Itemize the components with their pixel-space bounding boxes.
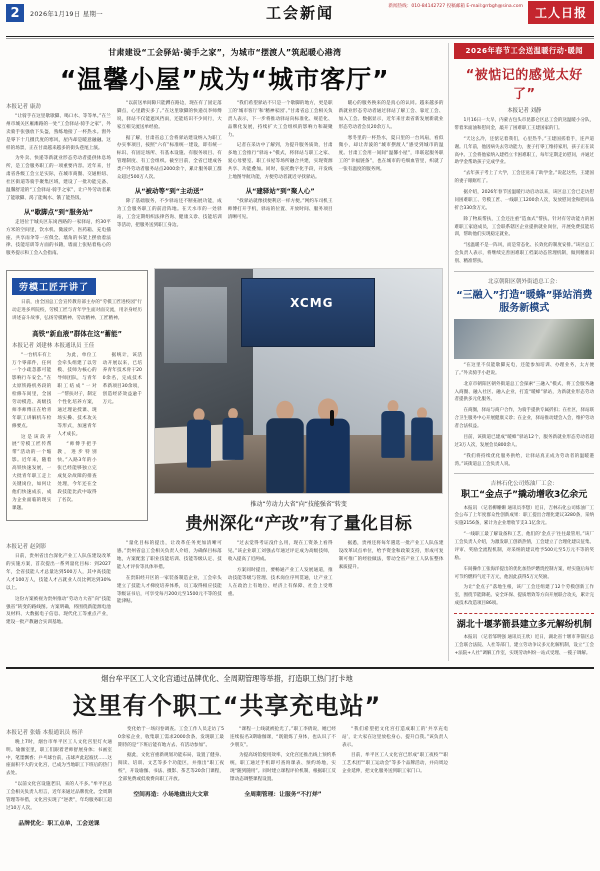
lead-headline: “温馨小屋”成为“城市客厅” [59,65,390,94]
paragraph: 目前，该街道已建成“暖蜂”驿站12个，服务新就业形态劳动者超过3万人次，发展会员800余人。 [454,434,594,448]
paragraph: 在贵阳经开区的一家装备制造企业，工会牵头建立了技能人才梯度培养体系，员工取得相应技能等级证书后，可享受每月200元至1500元不等的技能津贴。 [116,575,222,605]
lead-shoulder: 甘肃建设“工会驿站·骑手之家”，为城市“摆渡人”筑起暖心港湾 [108,48,342,57]
paragraph: “找驿站就像找便利店一样方便。”网约车司机王师傅打开手机，驿站的位置、开放时间、服务项目清晰可见。 [227,198,333,220]
paragraph: 方案同时提出，要畅通产业工人发展通道，推动技能等级与管理、技术岗位序列贯通，让产业工人在政治上有地位、经济上有保障、社会上受尊重。 [227,567,333,597]
photo-caption-headline: 贵州深化“产改”有了量化目标 [185,514,412,535]
boxed-feature [6,265,148,538]
page-body [6,43,594,661]
bottom-feature [6,674,448,830]
paragraph: “一线职工最了解设备和工艺，他们的‘金点子’往往最管用。”该厂工会负责人介绍，为激发职工创新热情，工会建立了合理化建议征集、评审、奖励全流程机制，对采纳的建议给予500元至5万元不等的奖励。 [454,532,594,561]
paragraph: “一台机车有上万个零部件，任何一个小疏忽都可能影响行车安全。”在太原铁路机务段的检修车间里，全国劳动模范、高级技师李师傅正在给青年职工讲解机车检修要点。 [12,352,52,429]
paragraph: 1月16日一大早，内蒙古包头市昆都仑区总工会的送温暖小分队，带着米面油和慰问金，敲开了困难职工王建国家的门。 [454,118,594,131]
paragraph: 据了解，甘肃省总工会将驿站建设纳入为职工办实事项目，按照“六有”标准统一建设，即有统一标识、有固定场所、有基本设施、有服务项目、有管理制度、有工会组织。截至目前，全省已建成各类户外劳动者服务站点2000余个，累计服务职工群众超过500万人次。 [116,135,222,181]
paragraph: 据此，文化宫重新规划功能布局，设置了健身、阅读、培训、文艺等多个功能区，并推出“职工夜校”，开设瑜伽、书法、摄影、茶艺等20余门课程，全部免费或低收费向职工开放。 [118,753,224,783]
photo-person [381,401,404,459]
photo-person [187,409,211,468]
lead-subhead: 从“建驿站”到“聚人心” [245,186,315,195]
paragraph: 为外卖、快递等新就业形态劳动者提供休息场所，是工会服务职工的一项重要内容。近年来，甘肃省各级工会立足实际，在城市商圈、交通枢纽、社区街道等骑手聚集区域，建设了一批功能完备、温馨舒适的“工会驿站·骑手之家”，让户外劳动者累了能歇脚、渴了能喝水、饿了能热饭。 [6,156,111,201]
paragraph: “天这么冷，还惦记着我们，心里热乎。”王建国搓着手，连声道谢。几年前，他因病失去劳动能力，妻子打零工维持家用，孩子正在读高中。工会将他家纳入建档立卡困难职工，每年定期走访慰问，并通过助学金帮助孩子完成学业。 [454,136,594,166]
text-column [117,100,222,261]
bottom-subhead: 全周期管理：让服务“不打烊” [244,792,322,799]
mid-feature-columns [6,540,443,630]
text-column [342,726,448,830]
page-number: 2 [6,4,24,22]
text-column [6,540,111,630]
paragraph: “让骑手在这里歇歇脚、喝口水、等等单。”在兰州市城关区雁滩路的一处“工会驿站·骑手之家”，外卖骑手张强放下头盔，熟练地接了一杯热水。窗外是零下十几摄氏度的寒风，屋内却是暖意融融。这样的场景，正在甘肃越来越多的街头巷尾上演。 [6,114,111,151]
bottom-text-columns [6,726,448,830]
bottom-shoulder: 烟台牟平区工人文化宫通过品牌优化、全周期管理等举措，打造职工热门打卡地 [101,673,353,683]
masthead-right [388,1,594,24]
feature-photo-row [6,265,443,538]
bottom-divider [6,667,594,669]
main-column [6,43,443,661]
text-column [57,352,96,516]
paragraph: 据统计，该活动开展以来，已培养青年技术骨干200余名，完成技术革新项目30余项，创造经济效益逾千万元。 [102,352,142,405]
bottom-byline: 本报记者 张嫱 本报通讯员 杨洋 [6,729,83,736]
paragraph: 为提高场馆使用效率，文化宫还推出线上预约系统，职工通过手机即可查询课表、预约场地，实现“随到随用”。同时建立课程评价机制，根据职工反馈动态调整课程设置。 [230,753,336,783]
mid-feature-byline: 本报记者 赵剑影 [6,544,47,551]
masthead [6,0,594,34]
paragraph: 暖心的服务换来的是真心的认同。越来越多的新就业形态劳动者通过驿站了解工会、靠近工会、加入工会。数据显示，近年来甘肃省新发展新就业形态劳动者会员20余万人。 [338,101,444,130]
photo-block [154,265,443,538]
paragraph: 记者在采访中了解到，为提升服务质效，甘肃多地工会推行“驿站+”模式，将驿站与职工之家、爱心母婴室、职工书屋等场所融合共建，实现资源共享、功能叠加。同时，依托数字化手段，开发线上地图导航功能，方便劳动者就近寻找驿站。 [227,143,333,181]
rail-banner: 2026年春节工会送温暖行动·暖闻 [454,43,594,59]
paragraph: 这份方案被视为贵州推动“劳动力大省”向“技能强省”转变的路线图。方案明确，将围绕新能源电池及材料、大数据电子信息、现代化工等重点产业，建设一批产教融合实训基地。 [6,596,111,626]
photo-banner [241,278,375,347]
masthead-rule [6,36,594,37]
rail-headline-1: “被惦记的感觉太好了” [465,68,583,102]
boxed-feature-lead: 日前，由全国总工会宣传教育部主办的“劳模工匠进校园”行动走进多所院校，劳模工匠与青年学生面对面交流，用亲身经历讲述奋斗故事，弘扬劳模精神、劳动精神、工匠精神。 [12,300,142,321]
paragraph: “送温暖不是一阵风，而是常态化、长效化的制度安排。”该区总工会负责人表示，将继续完善困难职工档案动态管理机制，做到精准识别、精准帮扶。 [454,243,594,264]
lead-text-columns [6,100,443,261]
rail-byline-1: 本报记者 刘静 [507,108,542,114]
paragraph: 走进位于城关区东岗西路的一家驿站，约30平方米的空间里，饮水机、微波炉、医药箱、充电插座、共享雨伞等一应俱全。墙角的书架上摆放着法律、技能培训等方面的书籍，墙面上张贴着贴心的服务提示和工会入会指南。 [6,219,111,257]
bottom-subhead: 品牌优化：职工点单，工会送课 [18,820,100,827]
rail-dashed-divider [454,613,594,614]
feature-photo [154,268,443,494]
rail-kicker-2: 北京朝阳区朝外街道总工会： [487,278,561,285]
paragraph: 除了基础服务，不少驿站还不断拓展功能，成为工会服务职工的前沿阵地。在天水市的一处驿站，工会定期组织法律咨询、健康义诊、技能培训等活动，把服务送到职工身边。 [116,198,222,228]
paragraph: 北京市朝阳区朝外街道总工会探索“三融入”模式，将工会服务融入商圈、融入社区、融入企业，打造“暖蜂”驿站，为新就业形态劳动者提供多元化服务。 [454,381,594,403]
bottom-headline: 这里有个职工“共享充电站” [72,691,382,720]
text-column [228,540,333,630]
text-column [6,100,111,261]
paragraph: 日前，贵州省出台深化产业工人队伍建设改革的实施方案，首次提出一系列量化目标：到2027年，全省技能人才总量达到500万人，其中高技能人才100万人，技能人才占就业人员比例达到30%以上。 [6,554,111,591]
photo-brand-text: XCMG [290,296,334,311]
paragraph: 晚上7时，烟台市牟平区工人文化宫里灯火通明。瑜伽室里，职工们跟着老师舒展身体；书画室中，笔墨飘香；乒乓球台前，击球声此起彼伏……这座面积不大的文化宫，已成为当地职工下班后的热门去处。 [6,739,112,777]
paragraph: 本报讯 （记者邹明强 通讯员王欣）近日，湖北省十堰市茅箭区总工会联合法院、人社等部门，建立劳动争议多元化解机制，设立“工会+法院+人社”调解工作室，实现劳动纠纷一站式受理、一揽子调解。 [454,635,594,656]
text-column [230,726,336,830]
paragraph: “以前文化宫设施老旧，来的人不多。”牟平区总工会相关负责人坦言，近年来通过品牌优化、全周期管理等举措，文化宫实现了“逆袭”，年均服务职工超过10万人次。 [6,782,112,811]
rail-photo [454,319,594,359]
paragraph: “课程一上线就被抢光了。”职工李倩说，她已经连续报名3期瑜伽课，“既锻炼了身体，也认识了不少朋友”。 [230,726,336,748]
paragraph: “师傅手把手教，进步特别快。”入路3年的小张已经能够独立完成复杂故障的排查处理，今年还在全段技能比武中取得了名次。 [57,442,97,503]
text-column [118,726,224,830]
paragraph: 为此，单位工会牵头组建了以劳模、技师为核心的导师团队，与青年职工结成“一对一”帮扶对子，制定个性化培养方案，通过理论授课、现场实操、技术攻关等形式，加速青年人才成长。 [57,352,97,437]
paragraph: 寒冬里的一杯热水，夏日里的一台风扇，看似微小，却让奔波的“城市摆渡人”感受到城市的温度。甘肃工会用一间间“温馨小屋”，串联起服务职工的“幸福链条”，也在城市的毛细血管里，织就了一张有温度的服务网。 [338,135,444,173]
text-column [12,352,51,516]
boxed-feature-title: 劳模工匠开讲了 [12,278,96,295]
photo-person [411,407,433,460]
paragraph: 在商圈，驿站与商户合作，为骑手提供专属折扣；在社区，驿站联合卫生服务中心开展健康义诊；在企业，驿站推动建会入会，维护劳动者合法权益。 [454,408,594,429]
paragraph: 据悉，贵州还将每年遴选一批产业工人队伍建设改革试点单位，给予资金和政策支持，形成可复制可推广的经验做法，带动全省产业工人队伍整体素质提升。 [338,541,444,570]
boxed-feature-subhead: 高铁“新血液”群体在这“蓄能” [32,329,122,338]
paragraph: “量化目标的提出，让改革任务更加清晰可感。”贵州省总工会相关负责人介绍，为确保目标落地，方案配套了职业技能培训、技能等级认定、技能人才评价等具体举措。 [116,541,222,570]
rail-headline-2: “三融入”打造“暖蜂”驿站消费服务新模式 [456,289,593,315]
photo-person [266,401,304,494]
photo-window [164,287,227,363]
paragraph: 为让“金点子”落地生根，该厂工会还组建了12个劳模创新工作室，围绕节能降耗、安全环保、提质增效等方向开展联合攻关，累计完成技术改造项目86项。 [454,585,594,607]
paragraph: “我们将持续优化服务供给，让驿站真正成为劳动者的温暖港湾。”该街道总工会负责人说。 [454,453,594,467]
lead-subhead: 从“被动等”到“主动送” [134,186,204,195]
rail-divider [454,473,594,474]
paragraph: “我们希望把文化宫打造成职工的‘共享充电站’，让大家在这里放松身心、提升自我。”该负责人表示。 [342,726,448,748]
paragraph: “去年孩子考上了大学，工会还送来了助学金。”说起这些，王建国的妻子眼眶红了。 [454,171,594,185]
rail-kicker-3: 吉林石化公司炼油厂工会： [490,481,558,488]
photo-person [223,408,244,460]
paragraph: 变化始于一场问卷调查。工会工作人员走访了50余家企业，收集职工需求2000余条，发现职工最期待的是“下班后能有地方去、有活动参加”。 [118,726,224,748]
text-column [103,352,142,516]
paper-logo: 工人日报 [528,1,594,24]
masthead-rule-thin [6,38,594,39]
lead-subhead: 从“歇脚点”到“服务站” [23,207,93,216]
photo-caption-shoulder: 推动“劳动力大省”向“技能强省”转变 [250,501,347,509]
lead-byline: 本报记者 康劲 [6,104,41,110]
contact-lines: 新闻热线：010-84142727 投稿邮箱 E-mail:grrbgh@sina.com [388,4,523,9]
rail-headline-4: 湖北十堰茅箭县建立多元解纷机制 [456,620,592,631]
bottom-subhead: 空间再造：小场地做出大文章 [133,792,209,799]
right-rail [448,43,594,661]
boxed-feature-columns [12,352,142,516]
paragraph: “我们希望驿站不只是一个歇脚的地方，更是职工的‘城市客厅’和‘精神家园’。”甘肃省总工会相关负责人表示，下一步将推动驿站向标准化、规范化、品牌化发展，持续扩大工会组织的影响力和凝聚力。 [227,101,333,138]
photo-person [306,398,350,494]
text-column [339,100,444,261]
paragraph: “过去觉得考证没什么用，现在工资条上看得见。”该企业职工刘强去年通过评定成为高级技师，收入提高了近两成。 [227,541,333,563]
rail-headline-3: 职工“金点子”撬动增收3亿余元 [461,490,588,501]
text-column [339,540,444,630]
paragraph: “以前送单间隙只能蹲在路边，现在有了固定落脚点，心里踏实多了。”在这里歇脚的快递员李师傅说，驿站不仅能遮风挡雨，还能结识不少同行，大家互相交流送单经验。 [116,101,222,130]
paragraph: 本报讯 （记者柳姗姗 通讯员李想）近日，吉林石化公司炼油厂工会公布了上年度群众性创新成果：职工提出合理化建议3280条，采纳实施2156条，累计为企业增收节支3.1亿余元。 [454,505,594,527]
paragraph: 车间操作工张海洋提出的优化加热炉燃烧控制方案，经实施后每年可节约燃料气近千万元，他因此获得5万元奖励。 [454,566,594,580]
rail-divider [454,271,594,272]
text-column [228,100,333,261]
paragraph: 这是该段开展“劳模工匠传帮带”活动的一个缩影。近年来，随着高铁快速发展，一大批青年职工走上关键岗位，如何让他们快速成长，成为企业面临的现实课题。 [12,434,52,511]
boxed-feature-byline: 本报记者 刘建林 本报通讯员 王佳 [12,342,95,349]
paragraph: 目前，牟平区工人文化宫已形成“职工夜校”“职工艺术团”“职工运动会”等多个品牌活动，并向周边企业延伸，把文化服务送到职工家门口。 [342,753,448,775]
paragraph: 据介绍，2026年春节送温暖行动启动以来，该区总工会已走访慰问困难职工、劳模工匠、一线职工1200余人次，发放慰问金和慰问品折合330余万元。 [454,190,594,211]
section-title: 工会新闻 [265,4,335,22]
paragraph: “在这里不仅能歇脚充电，还能参加培训、办理业务，太方便了。”外卖骑手小赵说。 [454,362,594,376]
text-column [117,540,222,630]
photo-microphone [330,410,334,426]
text-column [6,726,112,830]
paragraph: 除了物质帮扶，工会还注重“造血式”帮扶。针对有劳动能力的困难职工家庭成员，工会联系辖区企业提供就业岗位，开展免费技能培训，帮助他们实现稳定就业。 [454,216,594,238]
publish-date: 2026年1月19日 星期一 [30,10,103,18]
